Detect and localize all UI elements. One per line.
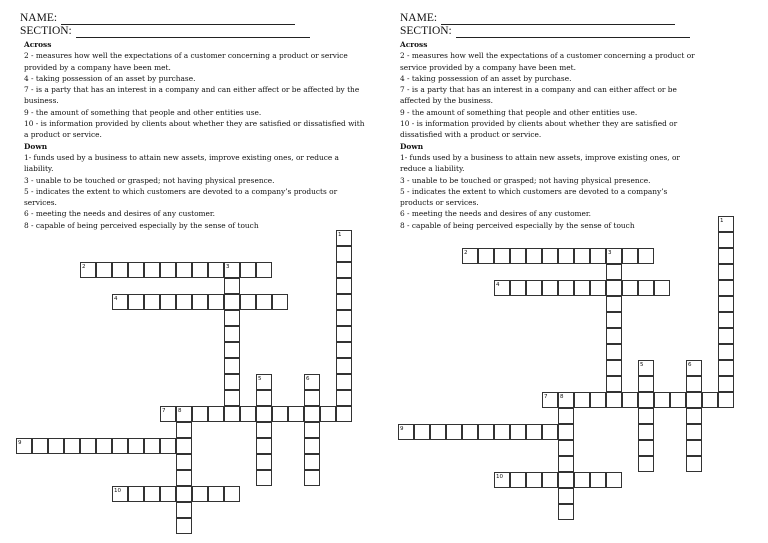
crossword-cell[interactable] <box>686 392 702 408</box>
crossword-cell[interactable] <box>256 438 272 454</box>
crossword-cell[interactable] <box>398 424 414 440</box>
crossword-cell[interactable] <box>96 262 112 278</box>
crossword-cell[interactable] <box>176 438 192 454</box>
down-heading: Down <box>24 141 48 151</box>
down-clue: 8 - capable of being perceived especially by the sense of touch <box>24 220 259 230</box>
crossword-cell[interactable] <box>718 360 734 376</box>
across-clue: 7 - is a party that has an interest in a company and can either affect or be affected by the business. <box>400 85 677 106</box>
crossword-cell[interactable] <box>224 358 240 374</box>
crossword-cell[interactable] <box>336 406 352 422</box>
crossword-cell[interactable] <box>192 486 208 502</box>
down-clue: 1- funds used by a business to attain new assets, improve existing ones, or reduce a liability. <box>24 152 339 174</box>
clue-number: 7 <box>544 394 548 400</box>
crossword-cell[interactable] <box>240 294 256 310</box>
crossword-cell[interactable] <box>670 392 686 408</box>
crossword-cell[interactable] <box>558 392 574 408</box>
crossword-cell[interactable] <box>510 248 526 264</box>
across-clue: 4 - taking possession of an asset by purchase. <box>24 73 196 83</box>
crossword-cell[interactable] <box>606 392 622 408</box>
crossword-cell[interactable] <box>638 440 654 456</box>
crossword-cell[interactable] <box>494 472 510 488</box>
clue-number: 10 <box>114 488 121 494</box>
crossword-cell[interactable] <box>176 422 192 438</box>
crossword-cell[interactable] <box>558 488 574 504</box>
crossword-cell[interactable] <box>112 262 128 278</box>
crossword-cell[interactable] <box>590 248 606 264</box>
clue-number: 5 <box>640 362 644 368</box>
crossword-cell[interactable] <box>414 424 430 440</box>
crossword-cell[interactable] <box>224 390 240 406</box>
clue-number: 8 <box>178 408 182 414</box>
crossword-cell[interactable] <box>192 406 208 422</box>
crossword-cell[interactable] <box>304 438 320 454</box>
crossword-cell[interactable] <box>96 438 112 454</box>
crossword-cell[interactable] <box>686 408 702 424</box>
crossword-cell[interactable] <box>336 278 352 294</box>
crossword-cell[interactable] <box>606 344 622 360</box>
crossword-cell[interactable] <box>686 376 702 392</box>
crossword-cell[interactable] <box>574 280 590 296</box>
crossword-cell[interactable] <box>558 248 574 264</box>
crossword-cell[interactable] <box>558 440 574 456</box>
down-clue: 3 - unable to be touched or grasped; not having physical presence. <box>24 175 275 185</box>
across-clue: 2 - measures how well the expectations of a customer concerning a product or service provided by a company have been met. <box>400 51 695 72</box>
crossword-cell[interactable] <box>208 294 224 310</box>
crossword-cell[interactable] <box>304 374 320 390</box>
crossword-cell[interactable] <box>224 342 240 358</box>
crossword-cell[interactable] <box>336 326 352 342</box>
crossword-cell[interactable] <box>558 424 574 440</box>
crossword-cell[interactable] <box>320 406 336 422</box>
name-label: NAME: <box>400 12 438 24</box>
across-heading: Across <box>400 40 428 49</box>
crossword-cell[interactable] <box>718 280 734 296</box>
crossword-cell[interactable] <box>208 406 224 422</box>
crossword-cell[interactable] <box>686 456 702 472</box>
crossword-cell[interactable] <box>558 280 574 296</box>
crossword-cell[interactable] <box>176 518 192 534</box>
crossword-cell[interactable] <box>48 438 64 454</box>
down-clue: 5 - indicates the extent to which customers are devoted to a company’s products or services. <box>24 186 338 208</box>
crossword-cell[interactable] <box>606 376 622 392</box>
across-clue: 10 - is information provided by clients about whether they are satisfied or dissatisfied with a product or service. <box>400 119 678 140</box>
crossword-cell[interactable] <box>256 390 272 406</box>
across-heading: Across <box>24 40 52 49</box>
crossword-cell[interactable] <box>304 470 320 486</box>
crossword-cell[interactable] <box>112 486 128 502</box>
crossword-cell[interactable] <box>718 328 734 344</box>
crossword-cell[interactable] <box>208 262 224 278</box>
clue-number: 8 <box>560 394 564 400</box>
clue-number: 3 <box>226 264 230 270</box>
crossword-cell[interactable] <box>32 438 48 454</box>
down-clue: 1- funds used by a business to attain new assets, improve existing ones, or reduce a liability. <box>400 152 680 174</box>
crossword-cell[interactable] <box>160 438 176 454</box>
down-clue: 8 - capable of being perceived especially by the sense of touch <box>400 220 635 230</box>
clue-number: 1 <box>720 218 724 224</box>
crossword-cell[interactable] <box>654 280 670 296</box>
crossword-cell[interactable] <box>256 470 272 486</box>
crossword-cell[interactable] <box>606 360 622 376</box>
crossword-cell[interactable] <box>430 424 446 440</box>
crossword-cell[interactable] <box>128 294 144 310</box>
crossword-cell[interactable] <box>256 262 272 278</box>
crossword-cell[interactable] <box>494 280 510 296</box>
crossword-cell[interactable] <box>478 424 494 440</box>
down-clue: 3 - unable to be touched or grasped; not having physical presence. <box>400 175 651 185</box>
clue-number: 2 <box>464 250 468 256</box>
clue-number: 3 <box>608 250 612 256</box>
crossword-cell[interactable] <box>462 424 478 440</box>
crossword-cell[interactable] <box>462 248 478 264</box>
crossword-cell[interactable] <box>304 406 320 422</box>
down-clue: 5 - indicates the extent to which customers are devoted to a company’s products or services. <box>400 186 668 208</box>
crossword-cell[interactable] <box>638 376 654 392</box>
crossword-cell[interactable] <box>686 440 702 456</box>
crossword-cell[interactable] <box>160 486 176 502</box>
crossword-cell[interactable] <box>80 262 96 278</box>
crossword-cell[interactable] <box>446 424 462 440</box>
crossword-cell[interactable] <box>176 470 192 486</box>
crossword-cell[interactable] <box>208 486 224 502</box>
clue-number: 9 <box>400 426 404 432</box>
crossword-cell[interactable] <box>718 296 734 312</box>
crossword-cell[interactable] <box>176 406 192 422</box>
crossword-cell[interactable] <box>224 294 240 310</box>
crossword-cell[interactable] <box>336 374 352 390</box>
clue-number: 7 <box>162 408 166 414</box>
across-clue: 9 - the amount of something that people and other entities use. <box>24 107 262 117</box>
crossword-cell[interactable] <box>542 424 558 440</box>
crossword-cell[interactable] <box>606 472 622 488</box>
crossword-cell[interactable] <box>224 310 240 326</box>
across-clue: 9 - the amount of something that people and other entities use. <box>400 107 638 117</box>
crossword-cell[interactable] <box>590 472 606 488</box>
clue-number: 9 <box>18 440 22 446</box>
crossword-cell[interactable] <box>606 280 622 296</box>
crossword-cell[interactable] <box>224 486 240 502</box>
crossword-cell[interactable] <box>686 424 702 440</box>
section-label: SECTION: <box>20 25 72 37</box>
across-clue: 4 - taking possession of an asset by purchase. <box>400 73 572 83</box>
crossword-cell[interactable] <box>304 454 320 470</box>
crossword-cell[interactable] <box>128 262 144 278</box>
crossword-cell[interactable] <box>510 424 526 440</box>
crossword-cell[interactable] <box>144 486 160 502</box>
crossword-cell[interactable] <box>526 280 542 296</box>
crossword-cell[interactable] <box>574 472 590 488</box>
crossword-cell[interactable] <box>718 232 734 248</box>
crossword-cell[interactable] <box>590 392 606 408</box>
crossword-cell[interactable] <box>304 390 320 406</box>
crossword-cell[interactable] <box>112 294 128 310</box>
crossword-cell[interactable] <box>606 312 622 328</box>
across-clue: 10 - is information provided by clients about whether they are satisfied or dissatisfied with a product or service. <box>24 119 365 140</box>
crossword-cell[interactable] <box>558 408 574 424</box>
crossword-cell[interactable] <box>176 486 192 502</box>
crossword-cell[interactable] <box>718 216 734 232</box>
crossword-cell[interactable] <box>256 422 272 438</box>
crossword-cell[interactable] <box>336 262 352 278</box>
across-clue: 2 - measures how well the expectations of a customer concerning a product or service provided by a company have been met. <box>24 51 348 72</box>
section-label: SECTION: <box>400 25 452 37</box>
crossword-cell[interactable] <box>224 406 240 422</box>
crossword-cell[interactable] <box>494 248 510 264</box>
crossword-cell[interactable] <box>128 486 144 502</box>
down-clue: 6 - meeting the needs and desires of any customer. <box>400 209 592 219</box>
crossword-cell[interactable] <box>606 296 622 312</box>
crossword-cell[interactable] <box>526 424 542 440</box>
crossword-cell[interactable] <box>224 374 240 390</box>
crossword-cell[interactable] <box>606 264 622 280</box>
crossword-cell[interactable] <box>718 376 734 392</box>
crossword-cell[interactable] <box>622 392 638 408</box>
crossword-cell[interactable] <box>80 438 96 454</box>
crossword-cell[interactable] <box>638 392 654 408</box>
clue-number: 2 <box>82 264 86 270</box>
across-clue: 7 - is a party that has an interest in a company and can either affect or be affected by the business. <box>24 85 360 106</box>
crossword-cell[interactable] <box>256 406 272 422</box>
crossword-cell[interactable] <box>176 502 192 518</box>
crossword-cell[interactable] <box>256 374 272 390</box>
crossword-cell[interactable] <box>336 294 352 310</box>
crossword-cell[interactable] <box>192 294 208 310</box>
crossword-cell[interactable] <box>144 262 160 278</box>
crossword-cell[interactable] <box>718 248 734 264</box>
clue-number: 6 <box>306 376 310 382</box>
crossword-cell[interactable] <box>16 438 32 454</box>
crossword-cell[interactable] <box>526 472 542 488</box>
crossword-cell[interactable] <box>542 392 558 408</box>
crossword-cell[interactable] <box>192 262 208 278</box>
crossword-cell[interactable] <box>256 454 272 470</box>
worksheet-right <box>384 0 768 543</box>
crossword-cell[interactable] <box>558 456 574 472</box>
crossword-cell[interactable] <box>176 454 192 470</box>
crossword-cell[interactable] <box>542 472 558 488</box>
crossword-grid <box>384 0 768 543</box>
crossword-cell[interactable] <box>638 424 654 440</box>
crossword-cell[interactable] <box>240 406 256 422</box>
crossword-cell[interactable] <box>510 280 526 296</box>
crossword-cell[interactable] <box>478 248 494 264</box>
crossword-cell[interactable] <box>272 406 288 422</box>
clue-number: 6 <box>688 362 692 368</box>
crossword-cell[interactable] <box>542 248 558 264</box>
clue-number: 4 <box>114 296 118 302</box>
crossword-cell[interactable] <box>574 392 590 408</box>
crossword-cell[interactable] <box>606 248 622 264</box>
crossword-cell[interactable] <box>686 360 702 376</box>
crossword-cell[interactable] <box>622 280 638 296</box>
crossword-cell[interactable] <box>558 472 574 488</box>
crossword-cell[interactable] <box>526 248 542 264</box>
crossword-cell[interactable] <box>224 262 240 278</box>
crossword-cell[interactable] <box>240 262 256 278</box>
crossword-cell[interactable] <box>336 230 352 246</box>
crossword-cell[interactable] <box>702 392 718 408</box>
crossword-cell[interactable] <box>558 504 574 520</box>
crossword-cell[interactable] <box>288 406 304 422</box>
crossword-cell[interactable] <box>304 422 320 438</box>
crossword-cell[interactable] <box>718 392 734 408</box>
crossword-cell[interactable] <box>224 278 240 294</box>
crossword-cell[interactable] <box>510 472 526 488</box>
crossword-cell[interactable] <box>718 264 734 280</box>
crossword-cell[interactable] <box>160 294 176 310</box>
down-heading: Down <box>400 141 424 151</box>
crossword-cell[interactable] <box>638 408 654 424</box>
crossword-cell[interactable] <box>336 390 352 406</box>
crossword-cell[interactable] <box>494 424 510 440</box>
crossword-cell[interactable] <box>336 246 352 262</box>
name-label: NAME: <box>20 12 58 24</box>
clue-number: 10 <box>496 474 503 480</box>
crossword-cell[interactable] <box>176 262 192 278</box>
crossword-cell[interactable] <box>336 310 352 326</box>
crossword-cell[interactable] <box>718 344 734 360</box>
clue-number: 1 <box>338 232 342 238</box>
crossword-cell[interactable] <box>64 438 80 454</box>
crossword-cell[interactable] <box>638 360 654 376</box>
crossword-cell[interactable] <box>160 262 176 278</box>
crossword-cell[interactable] <box>654 392 670 408</box>
crossword-cell[interactable] <box>718 312 734 328</box>
clue-number: 4 <box>496 282 500 288</box>
crossword-cell[interactable] <box>336 358 352 374</box>
crossword-cell[interactable] <box>336 342 352 358</box>
crossword-cell[interactable] <box>176 294 192 310</box>
crossword-cell[interactable] <box>622 248 638 264</box>
crossword-cell[interactable] <box>144 294 160 310</box>
crossword-cell[interactable] <box>256 294 272 310</box>
crossword-cell[interactable] <box>606 328 622 344</box>
clue-number: 5 <box>258 376 262 382</box>
crossword-cell[interactable] <box>272 294 288 310</box>
crossword-cell[interactable] <box>638 248 654 264</box>
crossword-cell[interactable] <box>224 326 240 342</box>
crossword-cell[interactable] <box>574 248 590 264</box>
crossword-cell[interactable] <box>160 406 176 422</box>
crossword-cell[interactable] <box>112 438 128 454</box>
crossword-cell[interactable] <box>128 438 144 454</box>
crossword-cell[interactable] <box>144 438 160 454</box>
crossword-cell[interactable] <box>542 280 558 296</box>
crossword-cell[interactable] <box>590 280 606 296</box>
down-clue: 6 - meeting the needs and desires of any customer. <box>24 209 216 219</box>
crossword-cell[interactable] <box>638 280 654 296</box>
crossword-cell[interactable] <box>638 456 654 472</box>
